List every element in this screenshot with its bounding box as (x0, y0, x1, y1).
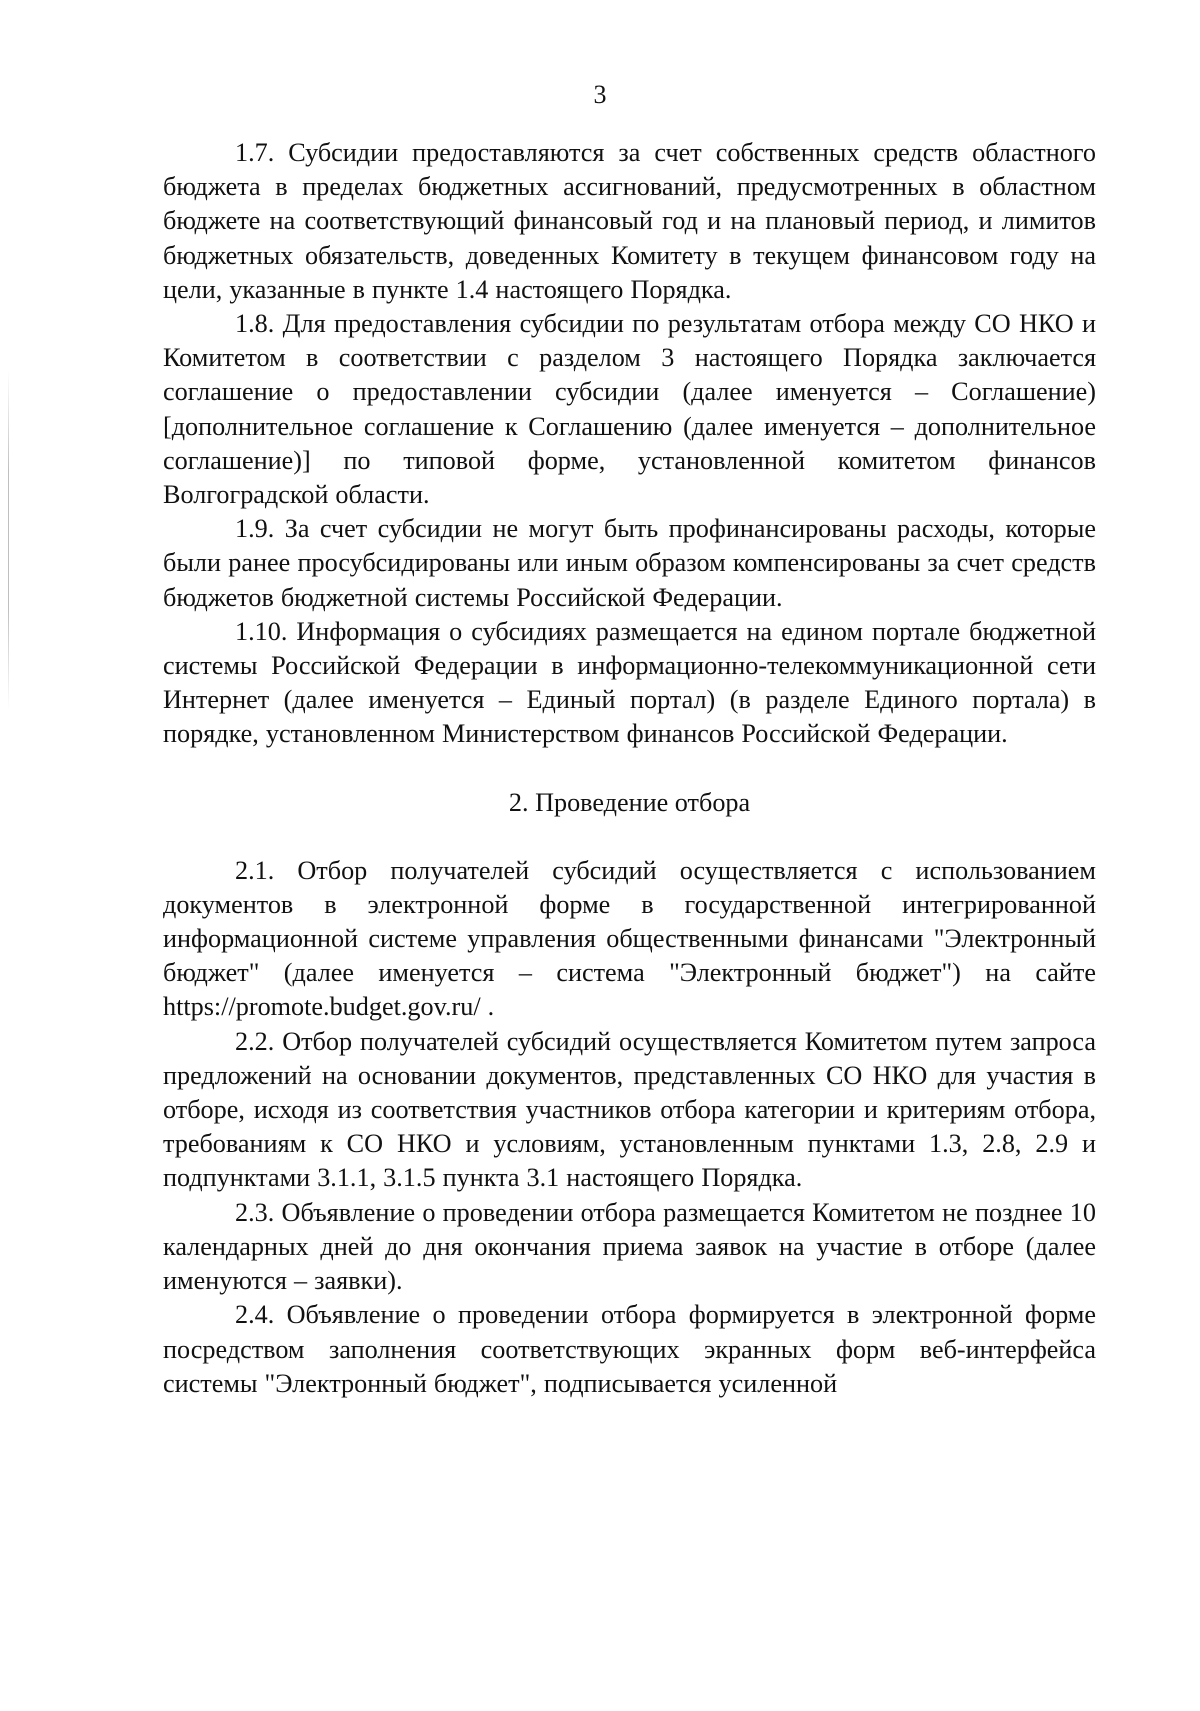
paragraph-2-4: 2.4. Объявление о проведении отбора формируется в электронной форме посредством заполнения соответствующих экранных форм веб-интерфейса системы "Электронный бюджет", подписывается усиленной (163, 1300, 1096, 1398)
paragraph-1-8: 1.8. Для предоставления субсидии по результатам отбора между СО НКО и Комитетом в соответствии с разделом 3 настоящего Порядка заключается соглашение о предоставлении субсидии (далее именуется – Соглашение) [дополнительное соглашение к Соглашению (далее именуется – дополнительное соглашение)] по типовой форме, установленной комитетом финансов Волгоградской области. (163, 309, 1096, 510)
paragraph-2-1: 2.1. Отбор получателей субсидий осуществляется с использованием документов в электронной форме в государственной интегрированной информационной системе управления общественными финансами "Электронный бюджет" (далее именуется – система "Электронный бюджет") на сайте https://promote.budget.gov.ru/ . (163, 855, 1096, 1022)
section-heading: 2. Проведение отбора (508, 787, 751, 817)
scan-edge-mark (8, 370, 9, 710)
document-body (163, 136, 1096, 1401)
paragraph-2-2: 2.2. Отбор получателей субсидий осуществляется Комитетом путем запроса предложений на основании документов, представленных СО НКО для участия в отборе, исходя из соответствия участников отбора категории и критериям отбора, требованиям к СО НКО и условиям, установленным пунктами 1.3, 2.8, 2.9 и подпунктами 3.1.1, 3.1.5 пункта 3.1 настоящего Порядка. (163, 1026, 1096, 1193)
paragraph-1-7: 1.7. Субсидии предоставляются за счет собственных средств областного бюджета в пределах бюджетных ассигнований, предусмотренных в областном бюджете на соответствующий финансовый год и на плановый период, и лимитов бюджетных обязательств, доведенных Комитету в текущем финансовом году на цели, указанные в пункте 1.4 настоящего Порядка. (163, 138, 1096, 304)
page-number: 3 (593, 80, 607, 109)
paragraph-1-9: 1.9. За счет субсидии не могут быть профинансированы расходы, которые были ранее просубсидированы или иным образом компенсированы за счет средств бюджетов бюджетной системы Российской Федерации. (163, 514, 1096, 612)
paragraph-2-3: 2.3. Объявление о проведении отбора размещается Комитетом не позднее 10 календарных дней до дня окончания приема заявок на участие в отборе (далее именуются – заявки). (163, 1197, 1096, 1296)
paragraph-1-10: 1.10. Информация о субсидиях размещается на едином портале бюджетной системы Российской Федерации в информационно-телекоммуникационной сети Интернет (далее именуется – Единый портал) (в разделе Единого портала) в порядке, установленном Министерством финансов Российской Федерации. (163, 616, 1096, 749)
